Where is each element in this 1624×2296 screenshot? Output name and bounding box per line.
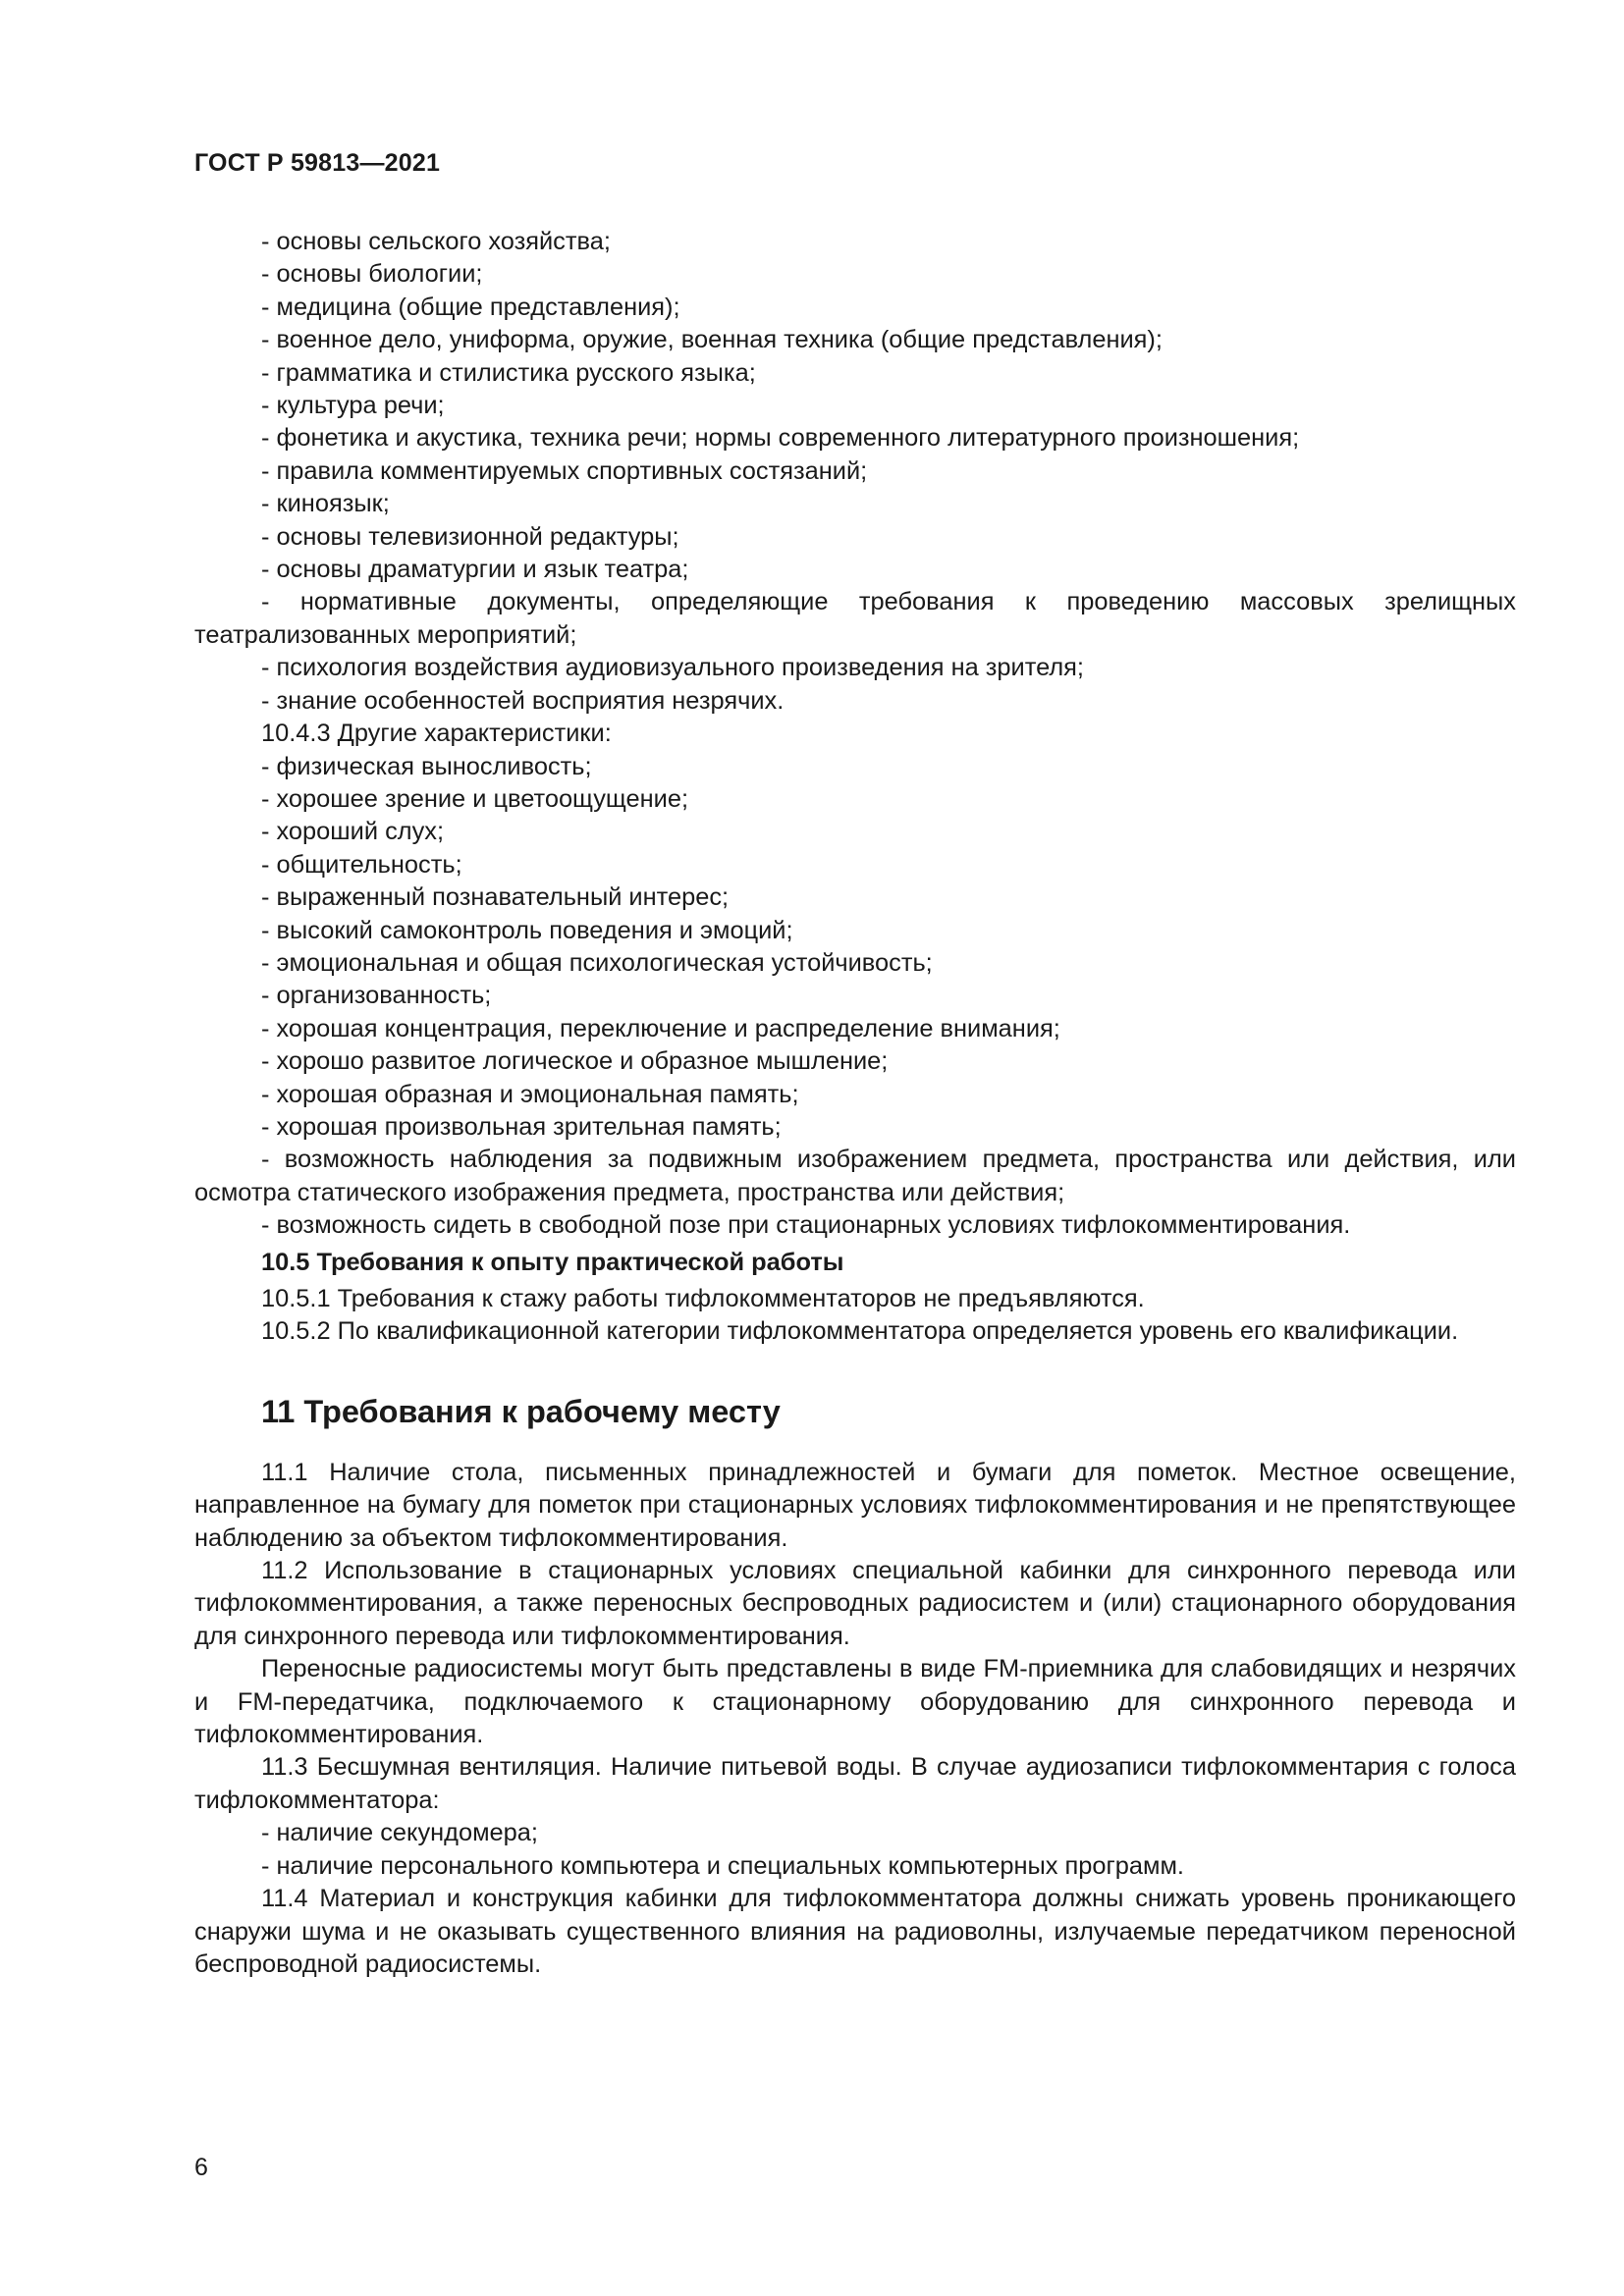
list-item: - основы сельского хозяйства;	[261, 228, 611, 255]
clause-10-4-3: 10.4.3 Другие характеристики:	[261, 720, 612, 748]
clause-11-2: 11.2 Использование в стационарных условиях специальной кабинки для синхронного перевода или тифлокомментирования, а также переносных беспроводных радиосистем и (или) стационарного оборудования для синхронного перевода или тифлокомментирования.	[194, 1557, 1516, 1650]
document-header: ГОСТ Р 59813—2021	[194, 149, 441, 177]
list-item: - эмоциональная и общая психологическая устойчивость;	[261, 948, 933, 977]
list-item: - грамматика и стилистика русского языка;	[261, 358, 756, 387]
list-item: - хорошая образная и эмоциональная память;	[261, 1080, 799, 1108]
list-item: - возможность наблюдения за подвижным изображением предмета, пространства или действия, или осмотра статического изображения предмета, пространства или действия;	[194, 1146, 1516, 1206]
clause-11-2-note: Переносные радиосистемы могут быть представлены в виде FM-приемника для слабовидящих и незрячих и FM-передатчика, подключаемого к стационарному оборудованию для синхронного перевода и тифлокомментирования.	[194, 1655, 1516, 1749]
list-item: - медицина (общие представления);	[261, 293, 680, 321]
list-item: - хороший слух;	[261, 818, 445, 846]
list-item: - основы драматургии и язык театра;	[261, 556, 689, 584]
section-heading-11: 11 Требования к рабочему месту	[261, 1393, 781, 1429]
clause-10-5-1: 10.5.1 Требования к стажу работы тифлокомментаторов не предъявляются.	[261, 1285, 1145, 1312]
clause-11-1: 11.1 Наличие стола, письменных принадлежностей и бумаги для пометок. Местное освещение, направленное на бумагу для пометок при стационарных условиях тифлокомментирования и не препятствующее наблюдению за объектом тифлокомментирования.	[194, 1458, 1516, 1552]
page-number: 6	[194, 2154, 208, 2181]
list-item: - организованность;	[261, 982, 492, 1010]
list-item: - наличие секундомера;	[261, 1819, 538, 1847]
list-item: - наличие персонального компьютера и специальных компьютерных программ.	[261, 1851, 1184, 1880]
list-item: - знание особенностей восприятия незрячих.	[261, 686, 785, 715]
list-item: - общительность;	[261, 850, 462, 879]
clause-10-5-2: 10.5.2 По квалификационной категории тифлокомментатора определяется уровень его квалификации.	[261, 1317, 1459, 1346]
list-item: - физическая выносливость;	[261, 752, 592, 780]
list-item: - выраженный познавательный интерес;	[261, 883, 730, 912]
clause-11-4: 11.4 Материал и конструкция кабинки для тифлокомментатора должны снижать уровень проникающего снаружи шума и не оказывать существенного влияния на радиоволны, излучаемые передатчиком переносной беспроводной радиосистемы.	[194, 1885, 1516, 1978]
list-item: - киноязык;	[261, 490, 390, 518]
list-item: - фонетика и акустика, техника речи; нормы современного литературного произношения;	[261, 424, 1300, 453]
list-item: - хорошо развитое логическое и образное мышление;	[261, 1047, 889, 1076]
list-item: - хорошая произвольная зрительная память;	[261, 1112, 782, 1141]
list-item: - культура речи;	[261, 392, 445, 420]
list-item: - основы телевизионной редактуры;	[261, 522, 679, 551]
list-item: - основы биологии;	[261, 260, 483, 289]
list-item: - хорошая концентрация, переключение и распределение внимания;	[261, 1014, 1060, 1042]
clause-11-3: 11.3 Бесшумная вентиляция. Наличие питьевой воды. В случае аудиозаписи тифлокомментария с голоса тифлокомментатора:	[194, 1753, 1516, 1814]
list-item: - правила комментируемых спортивных состязаний;	[261, 456, 868, 485]
list-item: - возможность сидеть в свободной позе при стационарных условиях тифлокомментирования.	[261, 1211, 1351, 1240]
list-item: - военное дело, униформа, оружие, военная техника (общие представления);	[261, 326, 1163, 354]
list-item: - высокий самоконтроль поведения и эмоций;	[261, 916, 793, 944]
subsection-heading-10-5: 10.5 Требования к опыту практической работы	[261, 1248, 844, 1276]
list-item: - психология воздействия аудиовизуального произведения на зрителя;	[261, 654, 1084, 682]
document-body	[194, 226, 1516, 1981]
list-item: - нормативные документы, определяющие требования к проведению массовых зрелищных театрализованных мероприятий;	[194, 588, 1516, 649]
list-item: - хорошее зрение и цветоощущение;	[261, 784, 689, 813]
